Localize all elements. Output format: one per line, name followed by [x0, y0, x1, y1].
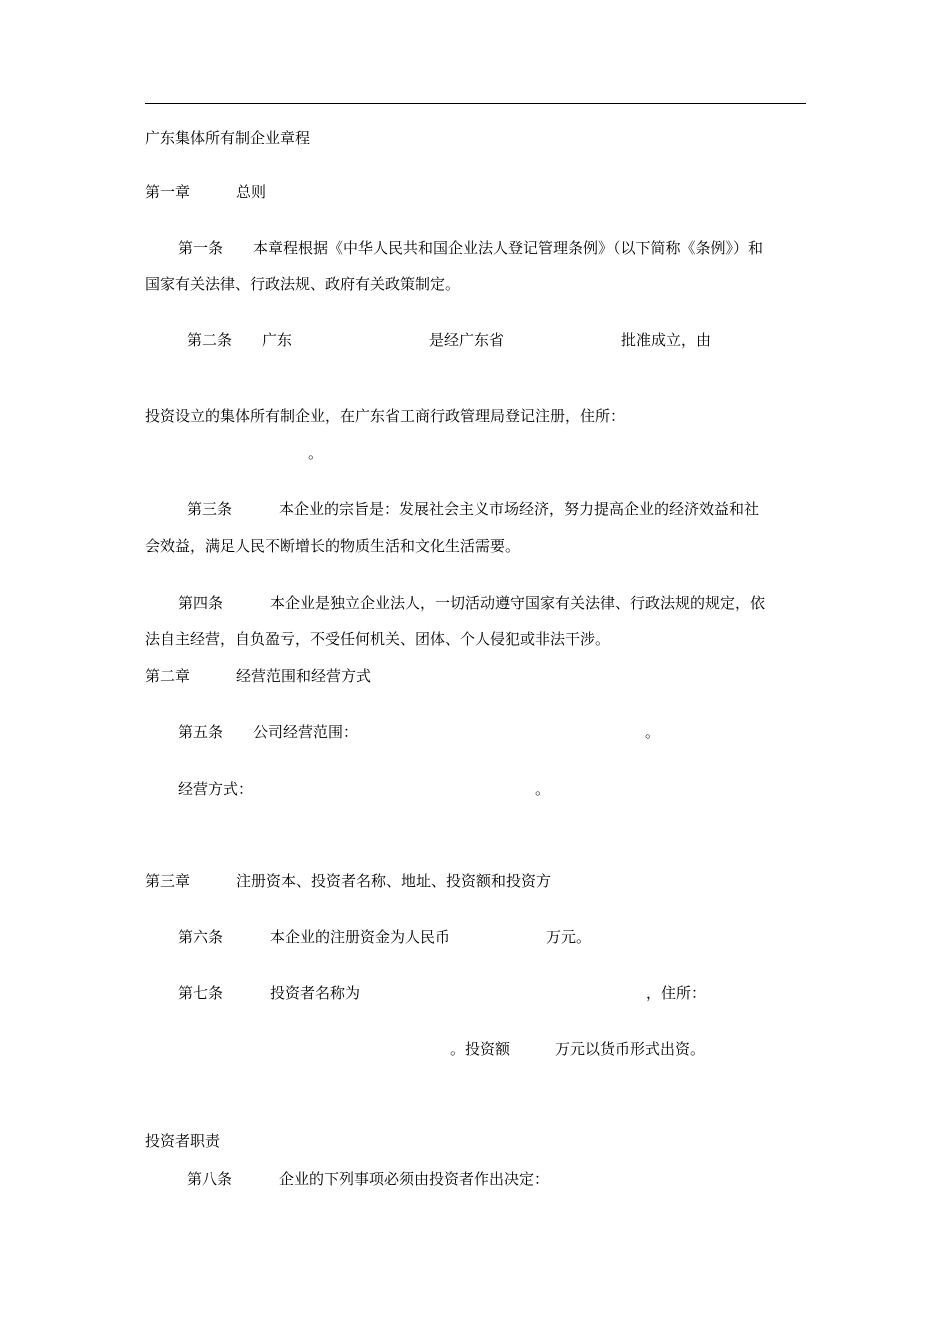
header-rule [145, 103, 806, 104]
section-title: 投资者职责 [145, 1132, 221, 1150]
art5-end: 。 [645, 723, 661, 741]
art7-addr: ，住所： [646, 984, 707, 1002]
art7-line2b: 万元以货币形式出资。 [555, 1040, 706, 1058]
art5-label: 第五条 [178, 723, 224, 741]
chapter1-label: 第一章 [145, 183, 191, 201]
art2-seg2: 是经广东省 [429, 331, 505, 349]
chapter2-label: 第二章 [145, 667, 191, 685]
art2-label: 第二条 [187, 331, 233, 349]
art8-text: 企业的下列事项必须由投资者作出决定： [279, 1170, 550, 1188]
art7-label: 第七条 [178, 984, 224, 1002]
art6-label: 第六条 [178, 928, 224, 946]
mode-text: 经营方式： [178, 780, 254, 798]
art4-label: 第四条 [178, 594, 224, 612]
art4-line2: 法自主经营，自负盈亏，不受任何机关、团体、个人侵犯或非法干涉。 [145, 630, 611, 648]
art2-seg1: 广东 [262, 331, 293, 349]
art8-label: 第八条 [187, 1170, 233, 1188]
art2-seg3: 批准成立，由 [621, 331, 712, 349]
chapter3-label: 第三章 [145, 872, 191, 890]
document-title: 广东集体所有制企业章程 [145, 129, 311, 147]
chapter2-title: 经营范围和经营方式 [236, 667, 372, 685]
art3-label: 第三条 [187, 500, 233, 518]
chapter1-title: 总则 [236, 183, 267, 201]
art1-line2: 国家有关法律、行政法规、政府有关政策制定。 [145, 275, 461, 293]
art3-line1: 本企业的宗旨是：发展社会主义市场经济，努力提高企业的经济效益和社 [279, 500, 760, 518]
art1-label: 第一条 [178, 239, 224, 257]
art1-line1: 本章程根据《中华人民共和国企业法人登记管理条例》（以下简称《条例》）和 [253, 239, 764, 257]
art4-line1: 本企业是独立企业法人，一切活动遵守国家有关法律、行政法规的规定，依 [270, 594, 766, 612]
mode-end: 。 [535, 780, 551, 798]
art5-text: 公司经营范围： [253, 723, 359, 741]
art2-line3: 。 [308, 444, 324, 462]
chapter3-title: 注册资本、投资者名称、地址、投资额和投资方 [236, 872, 552, 890]
art7-text: 投资者名称为 [270, 984, 361, 1002]
art2-line2: 投资设立的集体所有制企业，在广东省工商行政管理局登记注册，住所： [145, 407, 626, 425]
art3-line2: 会效益，满足人民不断增长的物质生活和文化生活需要。 [145, 537, 521, 555]
art7-line2a: 。投资额 [450, 1040, 511, 1058]
art6-text: 本企业的注册资金为人民币 [270, 928, 451, 946]
art6-unit: 万元。 [546, 928, 592, 946]
